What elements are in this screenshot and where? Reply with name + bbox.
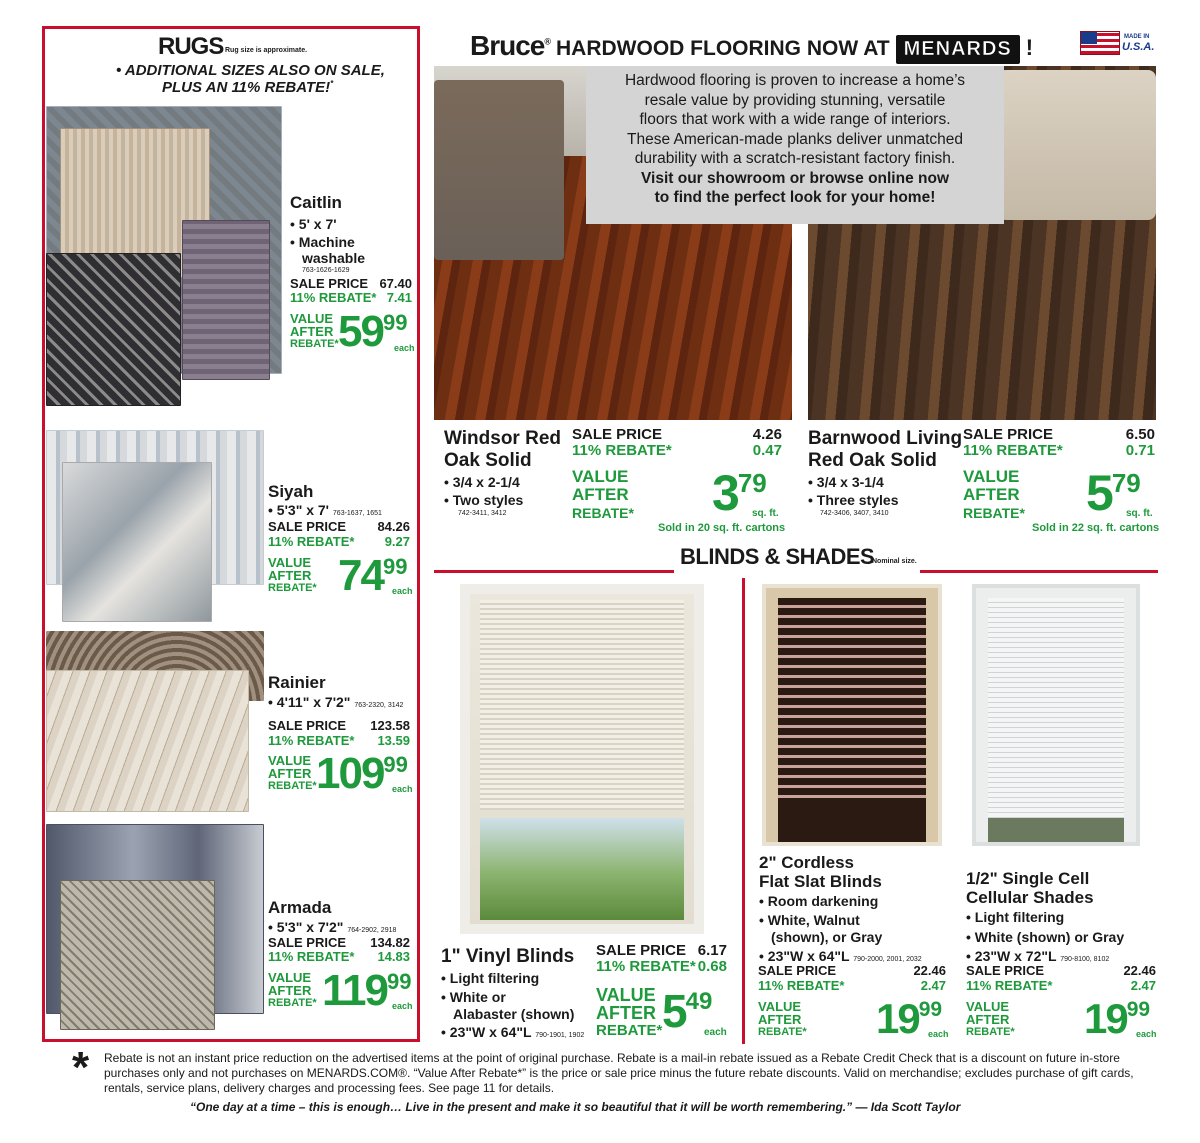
blinds-size-note: Nominal size. <box>872 558 917 565</box>
blinds-divider-left <box>434 570 674 573</box>
blind-bullet: (shown), or Gray <box>771 929 883 945</box>
bruce-logo: Bruce® <box>470 30 551 61</box>
value-price: 1999 <box>876 995 943 1042</box>
rug-name-rainier: Rainier <box>268 673 326 692</box>
blind-bullet: • White or <box>441 989 506 1005</box>
promo-line: Hardwood flooring is proven to increase a home’s <box>624 72 966 89</box>
floor-name-barnwood: Barnwood Living Red Oak Solid <box>808 428 963 471</box>
rebate-row: 11% REBATE* 13.59 <box>268 733 410 748</box>
rugs-additional-line1: • ADDITIONAL SIZES ALSO ON SALE, <box>116 62 385 79</box>
floor-bullet: • Two styles <box>444 492 524 508</box>
value-price: 5999 <box>338 307 408 356</box>
value-price: 7499 <box>338 551 408 600</box>
blind-bullet: • White, Walnut <box>759 912 860 928</box>
rug-bullet-size: • 4'11" x 7'2" 763-2320, 3142 <box>268 694 404 710</box>
value-after-rebate-label: VALUE AFTER REBATE* <box>268 555 317 594</box>
exclamation: ! <box>1025 35 1034 60</box>
footer-star: * <box>72 1043 90 1092</box>
carton-note: Sold in 20 sq. ft. cartons <box>658 522 786 534</box>
value-price: 11999 <box>322 966 412 1015</box>
sale-price-row: SALE PRICE 22.46 <box>758 963 946 978</box>
sku: 742-3406, 3407, 3410 <box>820 510 889 517</box>
disclaimer-line: Rebate is not an instant price reduction on the advertised items at the point of original purchase. Rebate is a mail-in rebate issued as a Rebate Credit Check that is a discount on future in-store <box>104 1051 1120 1065</box>
header-text: HARDWOOD FLOORING NOW AT <box>556 37 890 60</box>
blinds-divider-right <box>920 570 1158 573</box>
promo-line: floors that work with a wide range of interiors. <box>639 111 951 128</box>
sale-price-row: SALE PRICE 6.50 <box>963 426 1155 443</box>
shade-bullet-size: • 23"W x 72"L 790-8100, 8102 <box>966 948 1110 964</box>
blind-bullet-size: • 23"W x 64"L 790-1901, 1902 <box>441 1024 585 1040</box>
sofa-image <box>998 70 1156 220</box>
value-after-rebate-label: VALUE AFTER REBATE* <box>572 467 634 521</box>
header-banner <box>470 30 1033 64</box>
value-after-rebate-label: VALUE AFTER REBATE* <box>268 753 317 792</box>
footer-quote: “One day at a time – this is enough… Live in the present and make it so beautiful that it will be worth remembering.” — Ida Scott Taylor <box>190 1100 961 1114</box>
rebate-disclaimer <box>104 1051 1154 1096</box>
sku: 763-1626-1629 <box>302 267 350 274</box>
promo-line-bold: Visit our showroom or browse online now <box>640 169 950 187</box>
blind-bullet-size: • 23"W x 64"L 790-2000, 2001, 2032 <box>759 948 922 964</box>
rug-bullet-size: • 5' x 7' <box>290 216 337 232</box>
each-label: each <box>928 1029 949 1039</box>
blind-image-vinyl <box>460 584 704 934</box>
disclaimer-line: purchases only and not purchases on MENARDS.COM®. “Value After Rebate*” is the price or sale price minus the future rebate discounts. Valid on merchandise; excludes purchase of gift cards, <box>104 1066 1134 1080</box>
value-after-rebate-label: VALUE AFTER REBATE* <box>596 985 663 1039</box>
value-price: 1999 <box>1084 995 1151 1042</box>
rugs-title: RUGS <box>158 33 224 60</box>
value-after-rebate-label: VALUE AFTER REBATE* <box>290 311 339 350</box>
blind-image-cordless <box>762 584 942 846</box>
value-after-rebate-label: VALUE AFTER REBATE* <box>966 999 1015 1038</box>
value-after-rebate-label: VALUE AFTER REBATE* <box>758 999 807 1038</box>
usa-label: U.S.A. <box>1122 41 1155 53</box>
value-price: 10999 <box>316 749 408 798</box>
each-label: each <box>1136 1029 1157 1039</box>
blind-bullet: Alabaster (shown) <box>453 1006 575 1022</box>
value-after-rebate-label: VALUE AFTER REBATE* <box>268 970 317 1009</box>
disclaimer-line: rentals, service plans, delivery charges and processing fees. See page 11 for details. <box>104 1081 555 1095</box>
promo-line: durability with a scratch-resistant factory finish. <box>634 150 956 167</box>
blinds-title: BLINDS & SHADES <box>680 544 875 569</box>
rugs-size-note: Rug size is approximate. <box>225 47 308 54</box>
blind-name-vinyl: 1" Vinyl Blinds <box>441 946 575 967</box>
shade-bullet: • Light filtering <box>966 909 1065 925</box>
value-price: 379 <box>712 465 767 521</box>
each-label: each <box>394 343 415 353</box>
floor-bullet: • 3/4 x 3-1/4 <box>808 474 884 490</box>
sku: 742-3411, 3412 <box>458 510 507 517</box>
sale-price-row: SALE PRICE 6.17 <box>596 942 727 959</box>
sale-price-row: SALE PRICE 134.82 <box>268 935 410 950</box>
rug-image-rainier <box>46 670 249 812</box>
rug-bullet-size: • 5'3" x 7' 763-1637, 1651 <box>268 502 382 518</box>
each-label: each <box>392 784 413 794</box>
rug-image-siyah-front <box>62 462 212 622</box>
each-label: each <box>392 1001 413 1011</box>
rug-name-siyah: Siyah <box>268 482 314 501</box>
rug-bullet: washable <box>302 250 366 266</box>
rug-image-caitlin-diamond <box>46 253 181 406</box>
rebate-row: 11% REBATE* 0.47 <box>572 442 782 459</box>
floor-name-windsor: Windsor Red Oak Solid <box>444 428 561 471</box>
rug-bullet-size: • 5'3" x 7'2" 764-2902, 2918 <box>268 919 397 935</box>
rug-image-caitlin-purple <box>182 220 270 380</box>
each-label: each <box>704 1027 727 1038</box>
rebate-row: 11% REBATE* 9.27 <box>268 534 410 549</box>
promo-line: These American-made planks deliver unmatched <box>626 130 963 148</box>
promo-box <box>586 66 1004 224</box>
rugs-additional-line2: PLUS AN 11% REBATE!* <box>162 79 334 96</box>
floor-bullet: • Three styles <box>808 492 899 508</box>
rebate-row: 11% REBATE* 0.71 <box>963 442 1155 459</box>
shade-bullet: • White (shown) or Gray <box>966 929 1125 945</box>
shade-name-cellular: 1/2" Single Cell Cellular Shades <box>966 869 1094 907</box>
each-label: each <box>392 586 413 596</box>
rebate-row: 11% REBATE* 2.47 <box>966 978 1156 993</box>
floor-bullet: • 3/4 x 2-1/4 <box>444 474 520 490</box>
rebate-row: 11% REBATE* 14.83 <box>268 949 410 964</box>
unit-label: sq. ft. <box>752 508 779 519</box>
blind-name-cordless: 2" Cordless Flat Slat Blinds <box>759 853 882 891</box>
rebate-row: 11% REBATE* 0.68 <box>596 958 727 975</box>
menards-logo: MENARDS <box>896 35 1020 64</box>
value-after-rebate-label: VALUE AFTER REBATE* <box>963 467 1025 521</box>
sale-price-row: SALE PRICE 4.26 <box>572 426 782 443</box>
value-price: 549 <box>662 985 713 1037</box>
blind-bullet: • Room darkening <box>759 893 879 909</box>
made-in-label: MADE IN <box>1124 34 1150 40</box>
rebate-row: 11% REBATE* 2.47 <box>758 978 946 993</box>
blind-bullet: • Light filtering <box>441 970 540 986</box>
rug-image-armada <box>60 880 215 1030</box>
rug-name-armada: Armada <box>268 898 332 917</box>
promo-line: resale value by providing stunning, versatile <box>644 91 946 109</box>
rug-name-caitlin: Caitlin <box>290 193 342 212</box>
made-in-usa-badge <box>1080 31 1120 55</box>
sale-price-row: SALE PRICE 67.40 <box>290 276 412 291</box>
value-price: 579 <box>1086 465 1141 521</box>
sale-price-row: SALE PRICE 123.58 <box>268 718 410 733</box>
bed-image <box>434 80 564 260</box>
rug-bullet: • Machine <box>290 234 355 250</box>
promo-line-bold: to find the perfect look for your home! <box>654 189 936 206</box>
sale-price-row: SALE PRICE 84.26 <box>268 519 410 534</box>
carton-note: Sold in 22 sq. ft. cartons <box>1032 522 1160 534</box>
shade-image-cellular <box>972 584 1140 846</box>
unit-label: sq. ft. <box>1126 508 1153 519</box>
rebate-row: 11% REBATE* 7.41 <box>290 290 412 305</box>
blinds-column-divider <box>742 578 745 1044</box>
sale-price-row: SALE PRICE 22.46 <box>966 963 1156 978</box>
